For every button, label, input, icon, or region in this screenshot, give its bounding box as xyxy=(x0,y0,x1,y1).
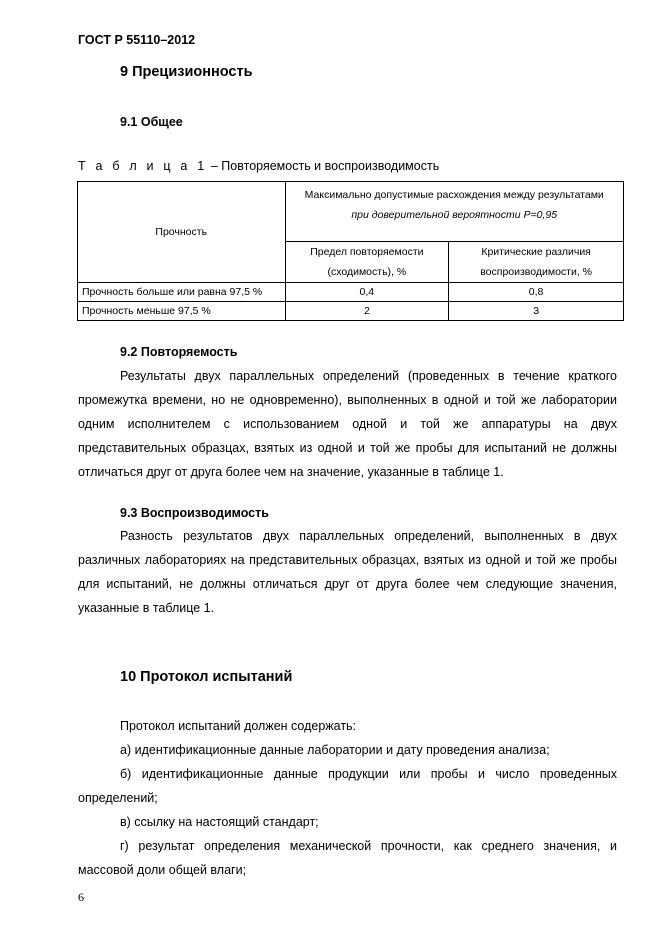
row-repeatability-value: 2 xyxy=(285,302,449,321)
protocol-intro: Протокол испытаний должен содержать: xyxy=(120,719,357,733)
protocol-item-c: в) ссылку на настоящий стандарт; xyxy=(120,815,319,829)
row-label: Прочность меньше 97,5 % xyxy=(78,302,286,321)
page-number: 6 xyxy=(78,890,84,904)
header-max-diff-line2: при доверительной вероятности P=0,95 xyxy=(351,209,558,221)
header-reproducibility-line1: Критические различия xyxy=(481,246,591,258)
protocol-item-a: а) идентификационные данные лаборатории и дату проведения анализа; xyxy=(120,743,550,757)
section-9-3-title: 9.3 Воспроизводимость xyxy=(120,506,269,520)
table-caption-text: – Повторяемость и воспроизводимость xyxy=(207,159,440,173)
table-row xyxy=(78,302,624,321)
table-row xyxy=(78,283,624,302)
row-label: Прочность больше или равна 97,5 % xyxy=(78,283,286,302)
header-reproducibility-line2: воспроизводимости, % xyxy=(480,266,593,278)
protocol-item-b: б) идентификационные данные продукции или пробы и число проведенных определений; xyxy=(78,767,617,805)
section-9-1-title: 9.1 Общее xyxy=(120,115,183,129)
section-9-2-title: 9.2 Повторяемость xyxy=(120,345,238,359)
header-reproducibility xyxy=(449,242,624,283)
table-caption xyxy=(78,159,439,173)
header-max-diff xyxy=(285,182,624,242)
section-9-title: 9 Прецизионность xyxy=(120,64,253,80)
section-10-title: 10 Протокол испытаний xyxy=(120,669,293,685)
precision-table xyxy=(77,181,624,321)
section-9-2-text: Результаты двух параллельных определений (проведенных в течение краткого промежутка времени, но не одновременно), выполненных в одной и той же лаборатории одним исполнителем с использованием одной и той же аппаратуры на двух представительных образцах, взятых из одной и той же пробы для испытаний не должны отличаться друг от друга более чем на значение, указанные в таблице 1. xyxy=(78,369,617,479)
header-strength: Прочность xyxy=(78,182,286,283)
document-header: ГОСТ Р 55110–2012 xyxy=(78,33,196,47)
section-9-3-text: Разность результатов двух параллельных определений, выполненных в двух различных лабораториях на представительных образцах, взятых из одной и той же пробы для испытаний, не должны отличаться друг от друга более чем следующие значения, указанные в таблице 1. xyxy=(78,529,617,615)
row-repeatability-value: 0,4 xyxy=(285,283,449,302)
row-reproducibility-value: 0,8 xyxy=(449,283,624,302)
header-repeatability xyxy=(285,242,449,283)
header-repeatability-line1: Предел повторяемости xyxy=(310,246,424,258)
protocol-item-d: г) результат определения механической прочности, как среднего значения, и массовой доли общей влаги; xyxy=(78,839,617,877)
header-repeatability-line2: (сходимость), % xyxy=(327,266,407,278)
row-reproducibility-value: 3 xyxy=(449,302,624,321)
header-max-diff-line1: Максимально допустимые расхождения между результатами xyxy=(304,189,604,201)
table-caption-prefix: Т а б л и ц а 1 xyxy=(78,159,208,173)
